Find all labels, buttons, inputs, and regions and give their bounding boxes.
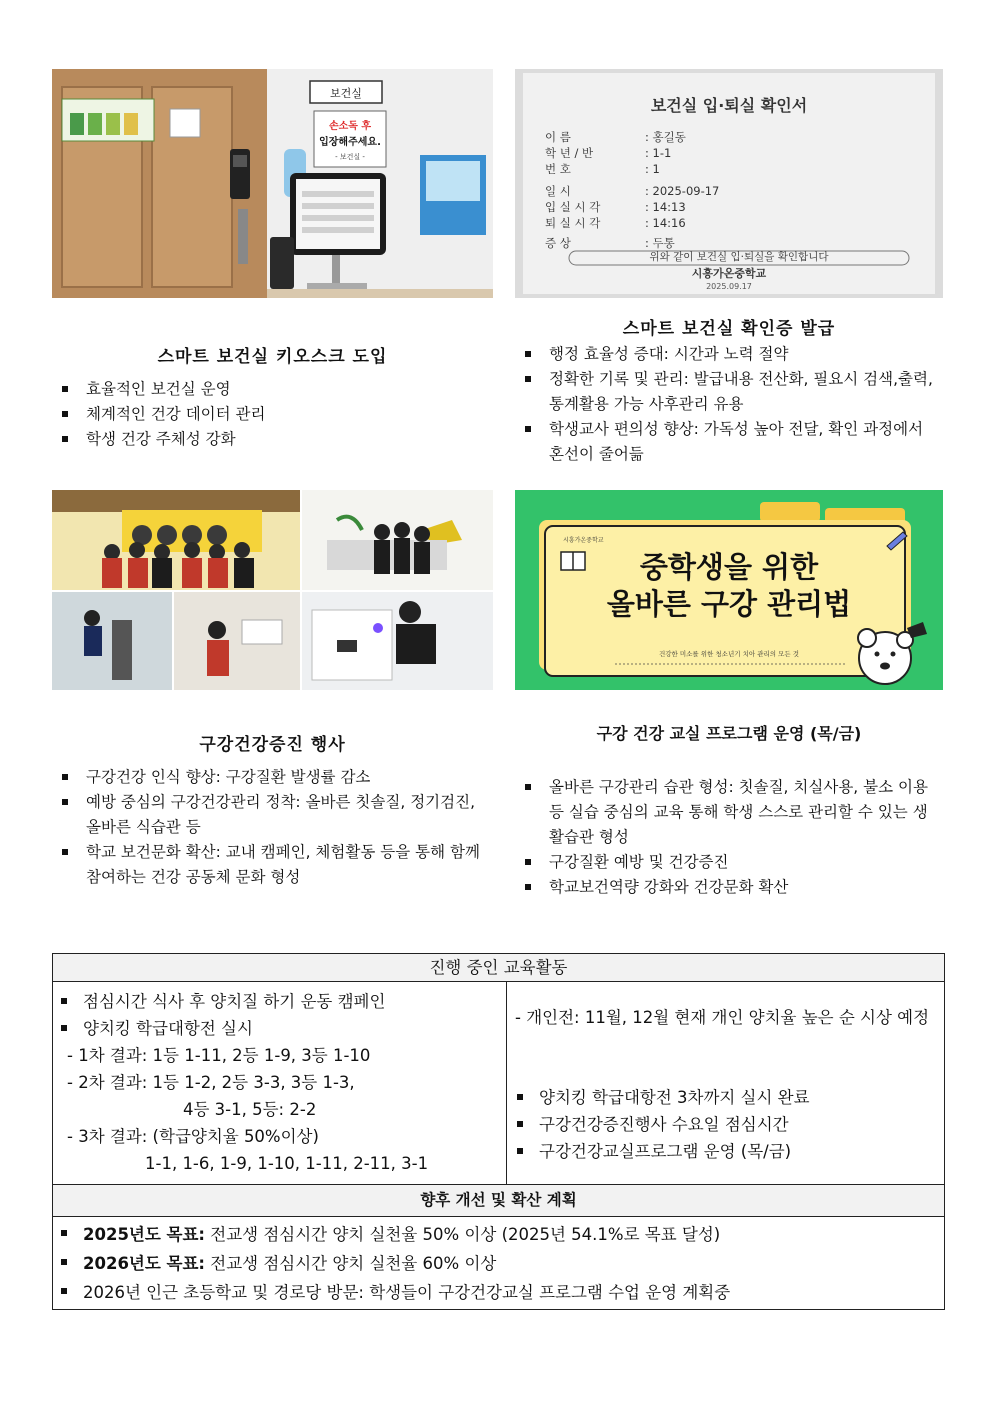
ongoing-right-note: - 개인전: 11월, 12월 현재 개인 양치율 높은 순 시상 예정: [515, 1008, 930, 1027]
slip-confirm: 위와 같이 보건실 입·퇴실을 확인합니다: [649, 251, 829, 263]
card-subtitle: 건강한 미소를 위한 청소년기 치아 관리의 모든 것: [658, 650, 800, 658]
item-text: 2026년 인근 초등학교 및 경로당 방문: 학생들이 구강건강교실 프로그램 수업 운영 계획중: [83, 1283, 731, 1302]
item-bold-label: 2026년도 목표:: [83, 1254, 206, 1273]
list-item: 학교보건역량 강화와 건강문화 확산: [515, 875, 940, 900]
slip-label: 번 호: [545, 162, 571, 176]
item-bold-label: 2025년도 목표:: [83, 1225, 206, 1244]
room-sign-text: 보건실: [330, 87, 362, 100]
item-text: 전교생 점심시간 양치 실천율 50% 이상 (2025년 54.1%로 목표 달성): [205, 1225, 721, 1244]
list-item: 구강건강 인식 향상: 구강질환 발생률 감소: [52, 765, 488, 790]
program-list: [515, 775, 940, 900]
future-plans-box: [52, 1184, 945, 1310]
list-item: 학생 건강 주체성 강화: [52, 427, 493, 452]
slip-label: 일 시: [545, 184, 571, 198]
list-item: 학교 보건문화 확산: 교내 캠페인, 체험활동 등을 통해 함께 참여하는 건강 공동체 문화 형성: [52, 840, 488, 890]
certificate-list: [515, 342, 940, 467]
slip-label: 퇴 실 시 각: [545, 216, 601, 230]
event-photo-collage: [52, 490, 493, 690]
slip-school: 시흥가온중학교: [691, 267, 767, 280]
program-title-card: [515, 490, 943, 690]
list-item: 학생교사 편의성 향상: 가독성 높아 전달, 확인 과정에서 혼선이 줄어듦: [515, 417, 940, 467]
slip-value: : 1-1: [645, 146, 672, 160]
item-text: 전교생 점심시간 양치 실천율 60% 이상: [205, 1254, 497, 1273]
list-item: - 3차 결과: (학급양치율 50%이상): [67, 1127, 319, 1146]
kiosk-list: [52, 377, 493, 452]
list-item: [53, 1249, 943, 1278]
card-title-line-1: 중학생을 위한: [639, 550, 819, 584]
list-item: 예방 중심의 구강건강관리 정착: 올바른 칫솔질, 정기검진, 올바른 식습관 등: [52, 790, 488, 840]
slip-label: 입 실 시 각: [545, 200, 601, 214]
list-item: 양치킹 학급대항전 3차까지 실시 완료: [509, 1084, 939, 1111]
list-item: 구강질환 예방 및 건강증진: [515, 850, 940, 875]
card-title-line-2: 올바른 구강 관리법: [606, 587, 852, 621]
list-item: 구강건강증진행사 수요일 점심시간: [509, 1111, 939, 1138]
slip-value: : 1: [645, 162, 660, 176]
slip-label: 학 년 / 반: [545, 146, 594, 160]
kiosk-photo: [52, 69, 493, 298]
list-item: 1-1, 1-6, 1-9, 1-10, 1-11, 2-11, 3-1: [145, 1154, 429, 1173]
ongoing-activities-title: 진행 중인 교육활동: [53, 954, 944, 982]
notice-line-1: 손소독 후: [328, 121, 372, 132]
ongoing-left-list: [53, 988, 505, 1177]
list-item: [53, 1278, 943, 1307]
kiosk-heading: 스마트 보건실 키오스크 도입: [157, 347, 388, 367]
ongoing-right-list: [509, 1084, 939, 1165]
column-divider: [506, 981, 507, 1184]
event-heading: 구강건강증진 행사: [199, 735, 346, 755]
notice-line-3: - 보건실 -: [335, 153, 365, 161]
list-item: 구강건강교실프로그램 운영 (목/금): [509, 1138, 939, 1165]
slip-value: : 14:16: [645, 216, 686, 230]
list-item: 효율적인 보건실 운영: [52, 377, 493, 402]
slip-value: : 2025-09-17: [645, 184, 720, 198]
card-small-label: 시흥가온중학교: [563, 537, 604, 544]
slip-value: : 두통: [645, 236, 675, 250]
certificate-photo: [515, 69, 943, 298]
list-item: [53, 1220, 943, 1249]
list-item: 4등 3-1, 5등: 2-2: [183, 1100, 317, 1119]
slip-value: : 홍길동: [645, 130, 686, 144]
slip-label: 이 름: [545, 130, 571, 144]
event-list: [52, 765, 488, 890]
list-item: 정확한 기록 및 관리: 발급내용 전산화, 필요시 검색,출력,통계활용 가능 사후관리 유용: [515, 367, 940, 417]
list-item: 체계적인 건강 데이터 관리: [52, 402, 493, 427]
slip-date: 2025.09.17: [706, 282, 752, 291]
list-item: 올바른 구강관리 습관 형성: 칫솔질, 치실사용, 불소 이용 등 실습 중심의 교육 통해 학생 스스로 관리할 수 있는 생활습관 형성: [515, 775, 940, 850]
slip-value: : 14:13: [645, 200, 686, 214]
ongoing-activities-box: [52, 953, 945, 1185]
program-heading: 구강 건강 교실 프로그램 운영 (목/금): [596, 724, 862, 743]
list-item: 양치킹 학급대항전 실시: [53, 1015, 505, 1042]
certificate-heading: 스마트 보건실 확인증 발급: [622, 319, 836, 339]
list-item: 점심시간 식사 후 양치질 하기 운동 캠페인: [53, 988, 505, 1015]
list-item: - 1차 결과: 1등 1-11, 2등 1-9, 3등 1-10: [67, 1046, 371, 1065]
slip-label: 증 상: [545, 236, 571, 250]
notice-line-2: 입장해주세요.: [319, 137, 381, 148]
slip-title: 보건실 입·퇴실 확인서: [650, 96, 808, 115]
future-plans-title: 향후 개선 및 확산 계획: [53, 1185, 944, 1217]
list-item: 행정 효율성 증대: 시간과 노력 절약: [515, 342, 940, 367]
list-item: - 2차 결과: 1등 1-2, 2등 3-3, 3등 1-3,: [67, 1073, 355, 1092]
future-plans-list: [53, 1220, 943, 1307]
